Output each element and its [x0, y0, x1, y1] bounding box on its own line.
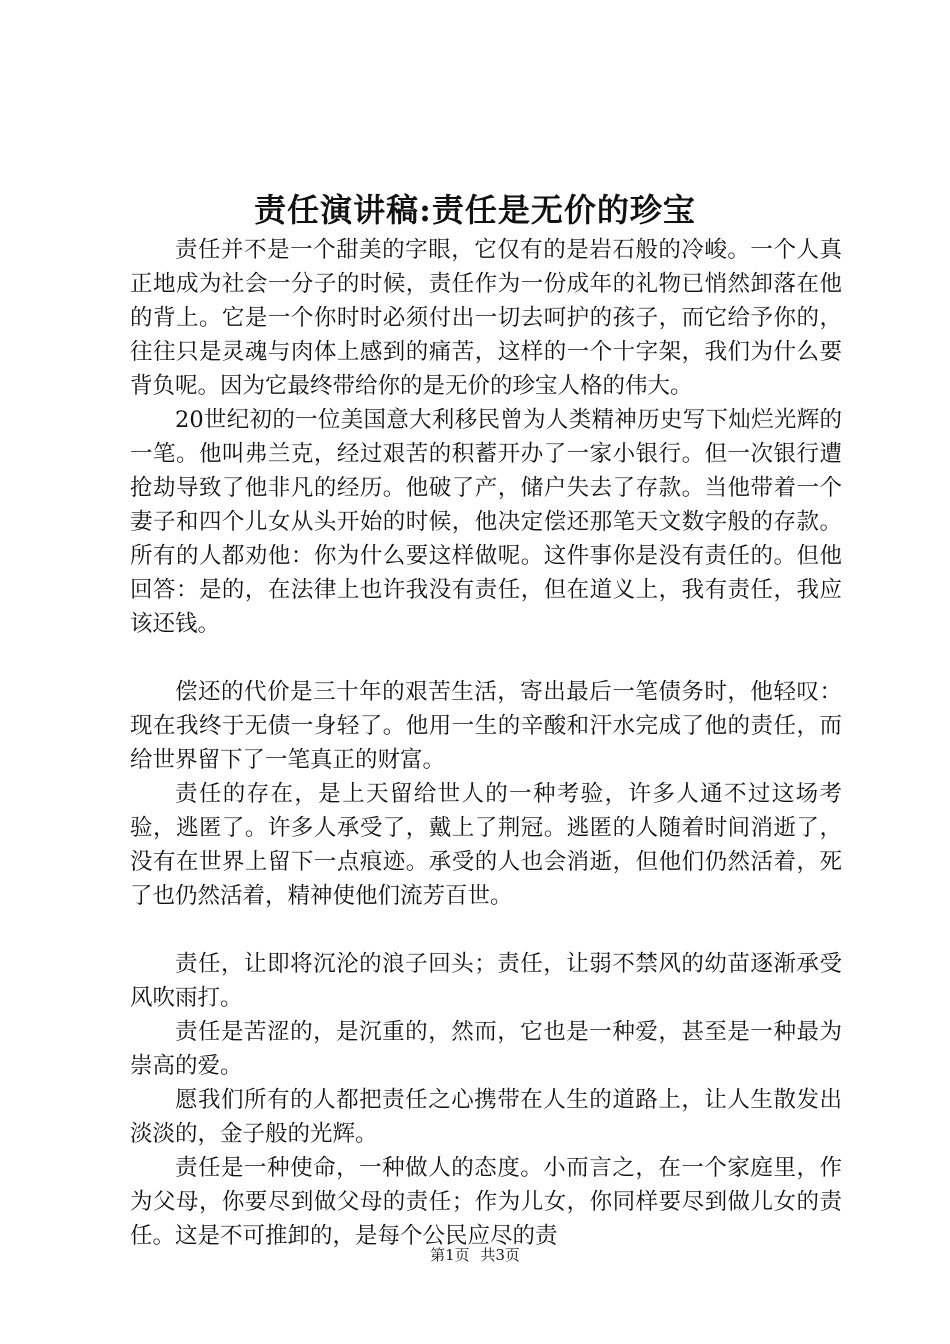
- page-footer: [0, 1244, 950, 1266]
- page-number: 第1页: [430, 1246, 470, 1264]
- paragraph-7: 愿我们所有的人都把责任之心携带在人生的道路上，让人生散发出淡淡的，金子般的光辉。: [130, 1087, 842, 1147]
- document-title: 责任演讲稿:责任是无价的珍宝: [254, 191, 696, 229]
- paragraph-1: 责任并不是一个甜美的字眼，它仅有的是岩石般的冷峻。一个人真正地成为社会一分子的时候，责任作为一份成年的礼物已悄然卸落在他的背上。它是一个你时时必须付出一切去呵护的孩子，而它给予你的，往往只是灵魂与肉体上感到的痛苦，这样的一个十字架，我们为什么要背负呢。因为它最终带给你的是无价的珍宝人格的伟大。: [130, 237, 842, 399]
- paragraph-3: 偿还的代价是三十年的艰苦生活，寄出最后一笔债务时，他轻叹：现在我终于无债一身轻了。他用一生的辛酸和汗水完成了他的责任，而给世界留下了一笔真正的财富。: [130, 679, 842, 773]
- paragraph-8: 责任是一种使命，一种做人的态度。小而言之，在一个家庭里，作为父母，你要尽到做父母的责任；作为儿女，你同样要尽到做儿女的责任。这是不可推卸的，是每个公民应尽的责: [130, 1155, 842, 1249]
- paragraph-4: 责任的存在，是上天留给世人的一种考验，许多人通不过这场考验，逃匿了。许多人承受了，戴上了荆冠。逃匿的人随着时间消逝了，没有在世界上留下一点痕迹。承受的人也会消逝，但他们仍然活着，死了也仍然活着，精神使他们流芳百世。: [130, 781, 842, 909]
- paragraph-6: 责任是苦涩的，是沉重的，然而，它也是一种爱，甚至是一种最为崇高的爱。: [130, 1019, 842, 1079]
- document-body: [130, 233, 842, 1253]
- paragraph-5: 责任，让即将沉沦的浪子回头；责任，让弱不禁风的幼苗逐渐承受风吹雨打。: [130, 951, 842, 1011]
- paragraph-2: 20世纪初的一位美国意大利移民曾为人类精神历史写下灿烂光辉的一笔。他叫弗兰克，经过艰苦的积蓄开办了一家小银行。但一次银行遭抢劫导致了他非凡的经历。他破了产，储户失去了存款。当他带着一个妻子和四个儿女从头开始的时候，他决定偿还那笔天文数字般的存款。所有的人都劝他：你为什么要这样做呢。这件事你是没有责任的。但他回答：是的，在法律上也许我没有责任，但在道义上，我有责任，我应该还钱。: [130, 407, 842, 637]
- page-total: 共3页: [480, 1246, 520, 1264]
